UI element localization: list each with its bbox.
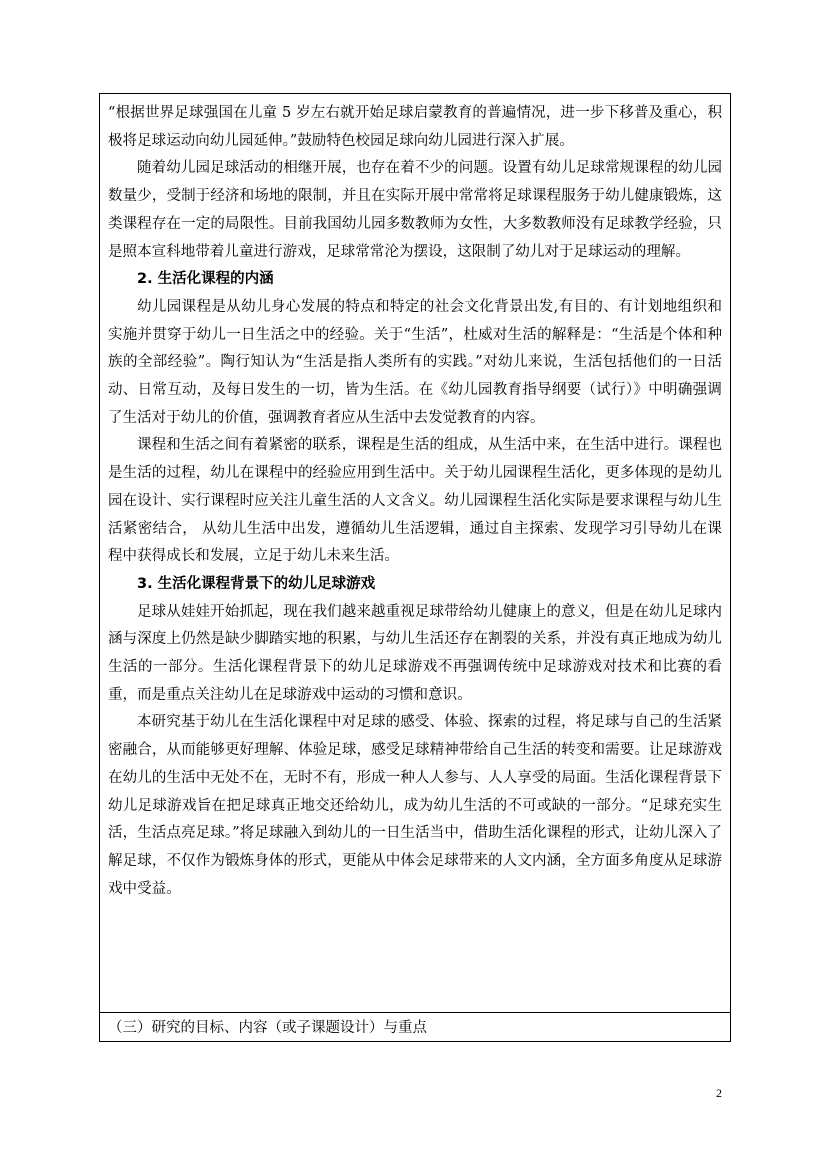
section-heading: 3. 生活化课程背景下的幼儿足球游戏: [137, 575, 376, 592]
paragraph: 本研究基于幼儿在生活化课程中对足球的感受、体验、探索的过程，将足球与自己的生活紧密融合，从而能够更好理解、体验足球，感受足球精神带给自己生活的转变和需要。让足球游戏在幼儿的生活中无处不在，无时不有，形成一种人人参与、人人享受的局面。生活化课程背景下幼儿足球游戏旨在把足球真正地交还给幼儿，成为幼儿生活的不可或缺的一部分。“足球充实生活，生活点亮足球。”将足球融入到幼儿的一日生活当中，借助生活化课程的形式，让幼儿深入了解足球，不仅作为锻炼身体的形式，更能从中体会足球带来的人文内涵，全方面多角度从足球游戏中受益。: [108, 714, 722, 897]
page-number: 2: [716, 1086, 722, 1100]
content-table: [99, 93, 731, 1042]
paragraph: 幼儿园课程是从幼儿身心发展的特点和特定的社会文化背景出发,有目的、有计划地组织和实施并贯穿于幼儿一日生活之中的经验。关于“生活”，杜威对生活的解释是：“生活是个体和种族的全部经验”。陶行知认为“生活是指人类所有的实践。”对幼儿来说，生活包括他们的一日活动、日常互动，及每日发生的一切，皆为生活。在《幼儿园教育指导纲要（试行）》中明确强调了生活对于幼儿的价值，强调教育者应从生活中去发觉教育的内容。: [108, 298, 722, 426]
paragraph: 课程和生活之间有着紧密的联系，课程是生活的组成，从生活中来，在生活中进行。课程也是生活的过程，幼儿在课程中的经验应用到生活中。关于幼儿园课程生活化，更多体现的是幼儿园在设计、实行课程时应关注儿童生活的人文含义。幼儿园课程生活化实际是要求课程与幼儿生活紧密结合， 从幼儿生活中出发，遵循幼儿生活逻辑，通过自主探索、发现学习引导幼儿在课程中获得成长和发展，立足于幼儿未来生活。: [108, 437, 722, 565]
section-header-row: （三）研究的目标、内容（或子课题设计）与重点: [100, 1012, 730, 1042]
section-heading: 2. 生活化课程的内涵: [137, 271, 274, 288]
paragraph: “根据世界足球强国在儿童 5 岁左右就开始足球启蒙教育的普遍情况，进一步下移普及重心，积极将足球运动向幼儿园延伸。”鼓励特色校园足球向幼儿园进行深入扩展。: [108, 105, 722, 149]
paragraph: 随着幼儿园足球活动的相继开展，也存在着不少的问题。设置有幼儿足球常规课程的幼儿园数量少，受制于经济和场地的限制，并且在实际开展中常常将足球课程服务于幼儿健康锻炼，这类课程存在一定的局限性。目前我国幼儿园多数教师为女性，大多数教师没有足球教学经验，只是照本宣科地带着儿童进行游戏，足球常常沦为摆设，这限制了幼儿对于足球运动的理解。: [108, 160, 722, 260]
paragraph: 足球从娃娃开始抓起，现在我们越来越重视足球带给幼儿健康上的意义，但是在幼儿足球内涵与深度上仍然是缺少脚踏实地的积累，与幼儿生活还存在割裂的关系，并没有真正地成为幼儿生活的一部分。生活化课程背景下的幼儿足球游戏不再强调传统中足球游戏对技术和比赛的看重，而是重点关注幼儿在足球游戏中运动的习惯和意识。: [108, 603, 722, 703]
main-cell: [100, 94, 730, 1012]
